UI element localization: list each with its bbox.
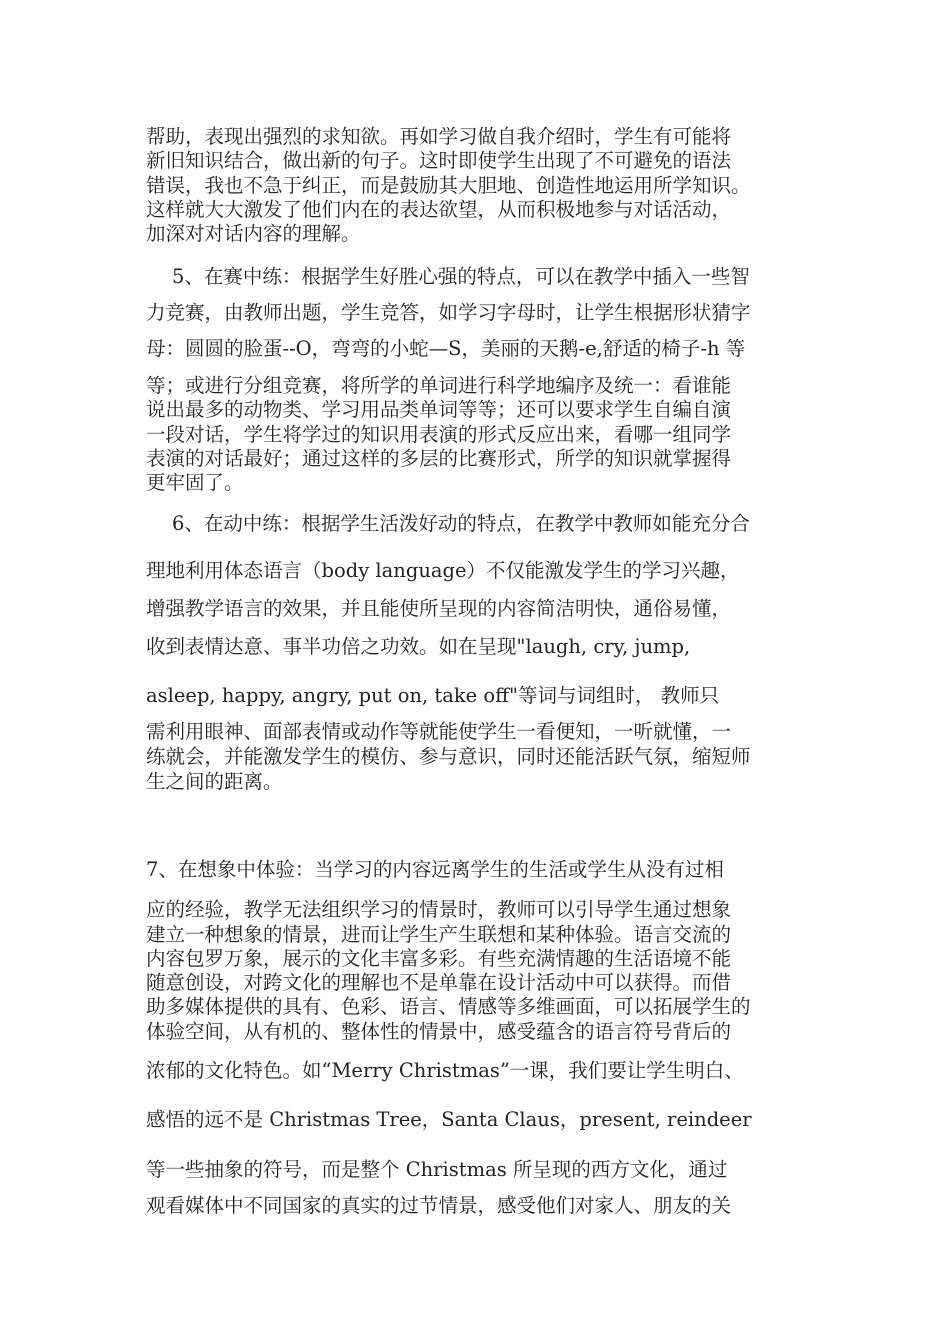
text-line: 感悟的远不是 Christmas Tree，Santa Claus，present, reindeer: [146, 1108, 752, 1131]
text-line: 增强教学语言的效果，并且能使所呈现的内容简洁明快，通俗易懂，: [146, 597, 732, 620]
text-line: 表演的对话最好；通过这样的多层的比赛形式，所学的知识就掌握得: [146, 447, 732, 470]
text-line: 生之间的距离。: [146, 770, 283, 793]
text-line: 7、在想象中体验：当学习的内容远离学生的生活或学生从没有过相: [146, 858, 724, 881]
text-line: 说出最多的动物类、学习用品类单词等等；还可以要求学生自编自演: [146, 398, 732, 421]
text-line: 需利用眼神、面部表情或动作等就能使学生一看便知，一听就懂，一: [146, 720, 732, 743]
text-line: 练就会，并能激发学生的模仿、参与意识，同时还能活跃气氛，缩短师: [146, 745, 751, 768]
text-line: asleep, happy, angry, put on, take off"等词与词组时， 教师只: [146, 684, 720, 707]
text-line: 新旧知识结合，做出新的句子。这时即使学生出现了不可避免的语法: [146, 149, 732, 172]
text-line: 加深对对话内容的理解。: [146, 222, 361, 245]
text-line: 内容包罗万象，展示的文化丰富多彩。有些充满情趣的生活语境不能: [146, 947, 732, 970]
text-line: 母：圆圆的脸蛋--O，弯弯的小蛇—S，美丽的天鹅-e,舒适的椅子-h 等: [146, 337, 746, 360]
text-line: 等；或进行分组竞赛，将所学的单词进行科学地编序及统一：看谁能: [146, 374, 732, 397]
text-line: 建立一种想象的情景，进而让学生产生联想和某种体验。语言交流的: [146, 923, 732, 946]
text-line: 应的经验，教学无法组织学习的情景时，教师可以引导学生通过想象: [146, 898, 732, 921]
text-line: 收到表情达意、事半功倍之功效。如在呈现"laugh, cry, jump,: [146, 635, 691, 658]
text-line: 6、在动中练：根据学生活泼好动的特点，在教学中教师如能充分合: [172, 512, 750, 535]
text-line: 错误，我也不急于纠正，而是鼓励其大胆地、创造性地运用所学知识。: [146, 174, 751, 197]
text-line: 更牢固了。: [146, 471, 244, 494]
text-line: 等一些抽象的符号，而是整个 Christmas 所呈现的西方文化，通过: [146, 1158, 728, 1181]
text-line: 这样就大大激发了他们内在的表达欲望，从而积极地参与对话活动，: [146, 198, 732, 221]
text-line: 随意创设，对跨文化的理解也不是单靠在设计活动中可以获得。而借: [146, 971, 732, 994]
text-line: 浓郁的文化特色。如“Merry Christmas”一课，我们要让学生明白、: [146, 1059, 744, 1082]
text-line: 理地利用体态语言（body language）不仅能激发学生的学习兴趣，: [146, 559, 740, 582]
text-line: 观看媒体中不同国家的真实的过节情景，感受他们对家人、朋友的关: [146, 1194, 732, 1217]
text-line: 助多媒体提供的具有、色彩、语言、情感等多维画面，可以拓展学生的: [146, 995, 751, 1018]
text-line: 帮助，表现出强烈的求知欲。再如学习做自我介绍时，学生有可能将: [146, 125, 732, 148]
text-line: 一段对话，学生将学过的知识用表演的形式反应出来，看哪一组同学: [146, 423, 732, 446]
text-line: 力竞赛，由教师出题，学生竞答，如学习字母时，让学生根据形状猜字: [146, 301, 751, 324]
text-line: 体验空间，从有机的、整体性的情景中，感受蕴含的语言符号背后的: [146, 1020, 732, 1043]
text-line: 5、在赛中练：根据学生好胜心强的特点，可以在教学中插入一些智: [172, 265, 750, 288]
